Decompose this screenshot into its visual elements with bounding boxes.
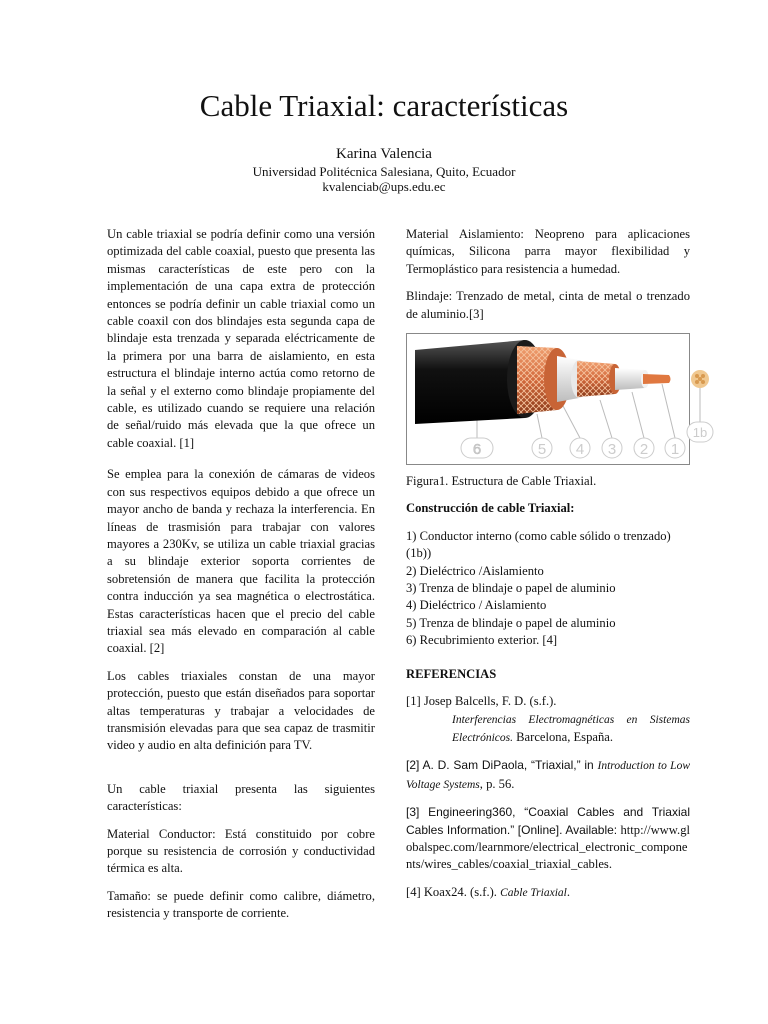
reference-3-lead: [3] Engineering360, “Coaxial Cables and Triaxial Cables Information.” [Online]. Available: [406, 805, 690, 837]
label-1b-text: 1b [692, 425, 708, 441]
affiliation: Universidad Politécnica Salesiana, Quito, Ecuador [252, 164, 516, 179]
paragraph-uses: Se emplea para la conexión de cámaras de videos con sus respectivos equipos debido a que ofrece un mayor ancho de banda y rechaza la interferencia. En líneas de trasmisión para trabajar con valores mayores a 230Kv, se utiliza un cable triaxial gracias a su blindaje exterior soporta corrientes de sobretensión de manera que facilita la protección contra inducción ya sea magnética o electrostática. Estas características hacen que el precio del cable triaxial sea más elevado en comparación al cable coaxial. [2] [107, 467, 375, 656]
list-item: 5) Trenza de blindaje o papel de aluminio [406, 615, 616, 630]
paper-title: Cable Triaxial: características [199, 88, 569, 123]
author-email: kvalenciab@ups.edu.ec [322, 179, 446, 194]
label-5 [532, 438, 552, 458]
left-column [107, 226, 375, 933]
cable-figure [406, 333, 708, 465]
triaxial-cable-image [407, 334, 708, 464]
label-5-text: 5 [537, 441, 547, 459]
reference-4-tail: . [566, 884, 571, 899]
reference-1-lead: [1] Josep Balcells, F. D. (s.f.). [406, 694, 557, 709]
label-4-text: 4 [575, 441, 585, 459]
label-6 [461, 438, 493, 458]
list-item: 3) Trenza de blindaje o papel de aluminio [406, 581, 616, 596]
reference-1-italic: Interferencias Electromagnéticas en Sistemas Electrónicos. [452, 713, 690, 744]
right-column [406, 226, 708, 912]
reference-1 [406, 693, 690, 747]
reference-2-lead: [2] A. D. Sam DiPaola, “Triaxial,” in [406, 758, 598, 773]
reference-2 [406, 757, 690, 794]
reference-4-italic: Cable Triaxial [500, 886, 567, 899]
reference-3-url[interactable]: http://www.globalspec.com/learnmore/electrical_electronic_components/wires_cables/coaxial_triaxial_cables. [406, 822, 690, 872]
list-item: 4) Dieléctrico / Aislamiento [406, 598, 547, 613]
construction-list [406, 528, 690, 650]
layer-labels [461, 422, 713, 458]
label-3 [602, 438, 622, 458]
reference-1-tail: Barcelona, España. [513, 729, 614, 744]
reference-2-italic: Introduction to Low Voltage Systems [406, 760, 690, 791]
reference-3 [406, 804, 690, 874]
label-1 [665, 438, 685, 458]
list-item: 6) Recubrimiento exterior. [4] [406, 633, 558, 648]
paragraph-protection: Los cables triaxiales constan de una mayor protección, puesto que están diseñados para soportar altas temperaturas y trabajar a velocidades de transmisión elevadas para que sea capaz de trasmitir video y audio en alta definición para TV. [107, 668, 375, 753]
list-item: 1) Conductor interno (como cable sólido o trenzado) (1b)) [406, 528, 671, 561]
label-2-text: 2 [639, 441, 649, 459]
label-2 [634, 438, 654, 458]
paragraph-shield: Blindaje: Trenzado de metal, cinta de metal o trenzado de aluminio.[3] [406, 289, 690, 321]
figure-caption: Figura1. Estructura de Cable Triaxial. [406, 474, 597, 489]
references-title: REFERENCIAS [406, 666, 497, 681]
construction-title: Construcción de cable Triaxial: [406, 501, 575, 516]
label-6-text: 6 [472, 441, 482, 459]
label-1b [687, 422, 713, 442]
stranded-conductor [691, 370, 709, 388]
list-item: 2) Dieléctrico /Aislamiento [406, 563, 544, 578]
label-3-text: 3 [607, 441, 617, 459]
affiliation-block [0, 164, 768, 194]
label-1-text: 1 [670, 441, 680, 459]
paragraph-size: Tamaño: se puede definir como calibre, diámetro, resistencia y transporte de corriente. [107, 888, 375, 921]
paragraph-features-intro: Un cable triaxial presenta las siguientes características: [107, 781, 375, 814]
paragraph-insulation: Material Aislamiento: Neopreno para aplicaciones químicas, Silicona parra mayor flexibilidad y Termoplástico para resistencia a humedad. [406, 227, 690, 276]
paragraph-intro: Un cable triaxial se podría definir como una versión optimizada del cable coaxial, puesto que presenta las mismas características de este pero con la implementación de una capa extra de protección entonces se podría definir un cable triaxial como un cable coaxil con dos blindajes esta segunda capa de blindaje esta trenzada y separada eléctricamente de la primera por una barra de aislamiento, en esta estructura el blindaje interno actúa como retorno de la señal y el externo como blindaje propiamente del cable, es utilizado cuando se requiere una relación de señal/ruido más elevada que la que ofrece un cable coaxial. [1] [107, 227, 375, 450]
reference-2-tail: , p. 56. [479, 776, 515, 791]
reference-4 [406, 884, 690, 902]
reference-4-lead: [4] Koax24. (s.f.). [406, 884, 501, 899]
label-4 [570, 438, 590, 458]
inner-conductor [643, 374, 671, 384]
paragraph-conductor: Material Conductor: Está constituido por cobre porque su resistencia de corrosión y conductividad térmica es alta. [107, 826, 375, 876]
author-name: Karina Valencia [336, 146, 432, 162]
